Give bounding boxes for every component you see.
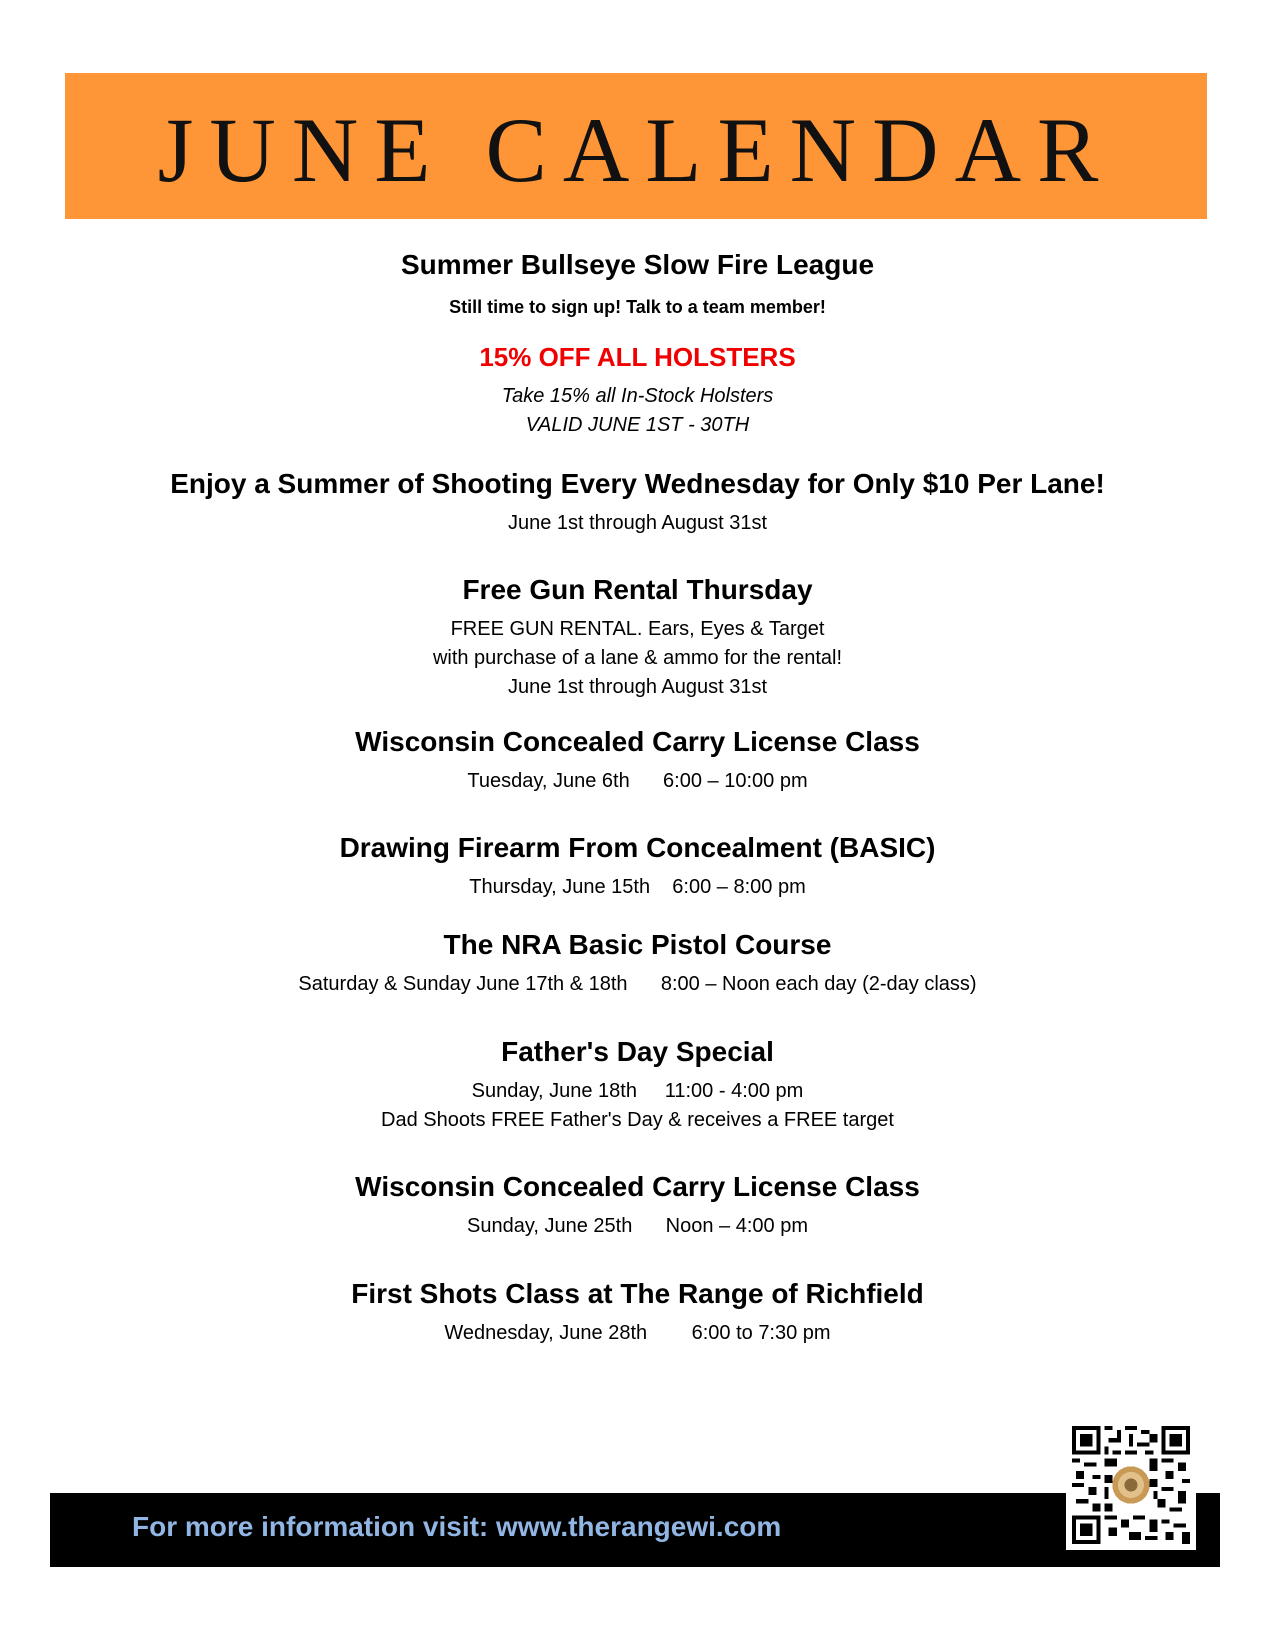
nra-time: Saturday & Sunday June 17th & 18th 8:00 – Noon each day (2-day class) (298, 973, 977, 995)
fathers-day-title: Father's Day Special (501, 1036, 774, 1067)
thursday-dates: June 1st through August 31st (507, 676, 768, 698)
ccl2-time: Sunday, June 25th Noon – 4:00 pm (467, 1215, 808, 1237)
nra-title: The NRA Basic Pistol Course (443, 929, 832, 960)
drawing-time: Thursday, June 15th 6:00 – 8:00 pm (469, 876, 806, 898)
holster-promo-title: 15% OFF ALL HOLSTERS (479, 342, 796, 372)
page-title: JUNE CALENDAR (157, 99, 1115, 201)
ccl2-title: Wisconsin Concealed Carry License Class (355, 1171, 920, 1202)
league-subtitle: Still time to sign up! Talk to a team member! (449, 297, 826, 317)
fathers-day-time: Sunday, June 18th 11:00 - 4:00 pm (471, 1080, 804, 1102)
ccl1-time: Tuesday, June 6th 6:00 – 10:00 pm (467, 770, 808, 792)
title-banner (65, 73, 1207, 219)
holster-promo-line1: Take 15% all In-Stock Holsters (501, 385, 774, 407)
wednesday-title: Enjoy a Summer of Shooting Every Wednesday for Only $10 Per Lane! (170, 468, 1105, 499)
first-shots-title: First Shots Class at The Range of Richfield (351, 1278, 924, 1309)
thursday-line1: FREE GUN RENTAL. Ears, Eyes & Target (450, 618, 825, 640)
thursday-line2: with purchase of a lane & ammo for the rental! (432, 647, 843, 669)
fathers-day-detail: Dad Shoots FREE Father's Day & receives a FREE target (381, 1109, 894, 1131)
holster-promo-line2: VALID JUNE 1ST - 30TH (525, 414, 750, 436)
wednesday-dates: June 1st through August 31st (507, 512, 768, 534)
first-shots-time: Wednesday, June 28th 6:00 to 7:30 pm (444, 1322, 831, 1344)
thursday-title: Free Gun Rental Thursday (462, 574, 813, 605)
drawing-title: Drawing Firearm From Concealment (BASIC) (339, 832, 936, 863)
ccl1-title: Wisconsin Concealed Carry License Class (355, 726, 920, 757)
league-title: Summer Bullseye Slow Fire League (400, 249, 875, 280)
footer-website-link[interactable]: For more information visit: www.therangewi.com (132, 1511, 782, 1542)
qr-code-icon[interactable] (1066, 1420, 1196, 1550)
footer-bar (50, 1493, 1220, 1567)
